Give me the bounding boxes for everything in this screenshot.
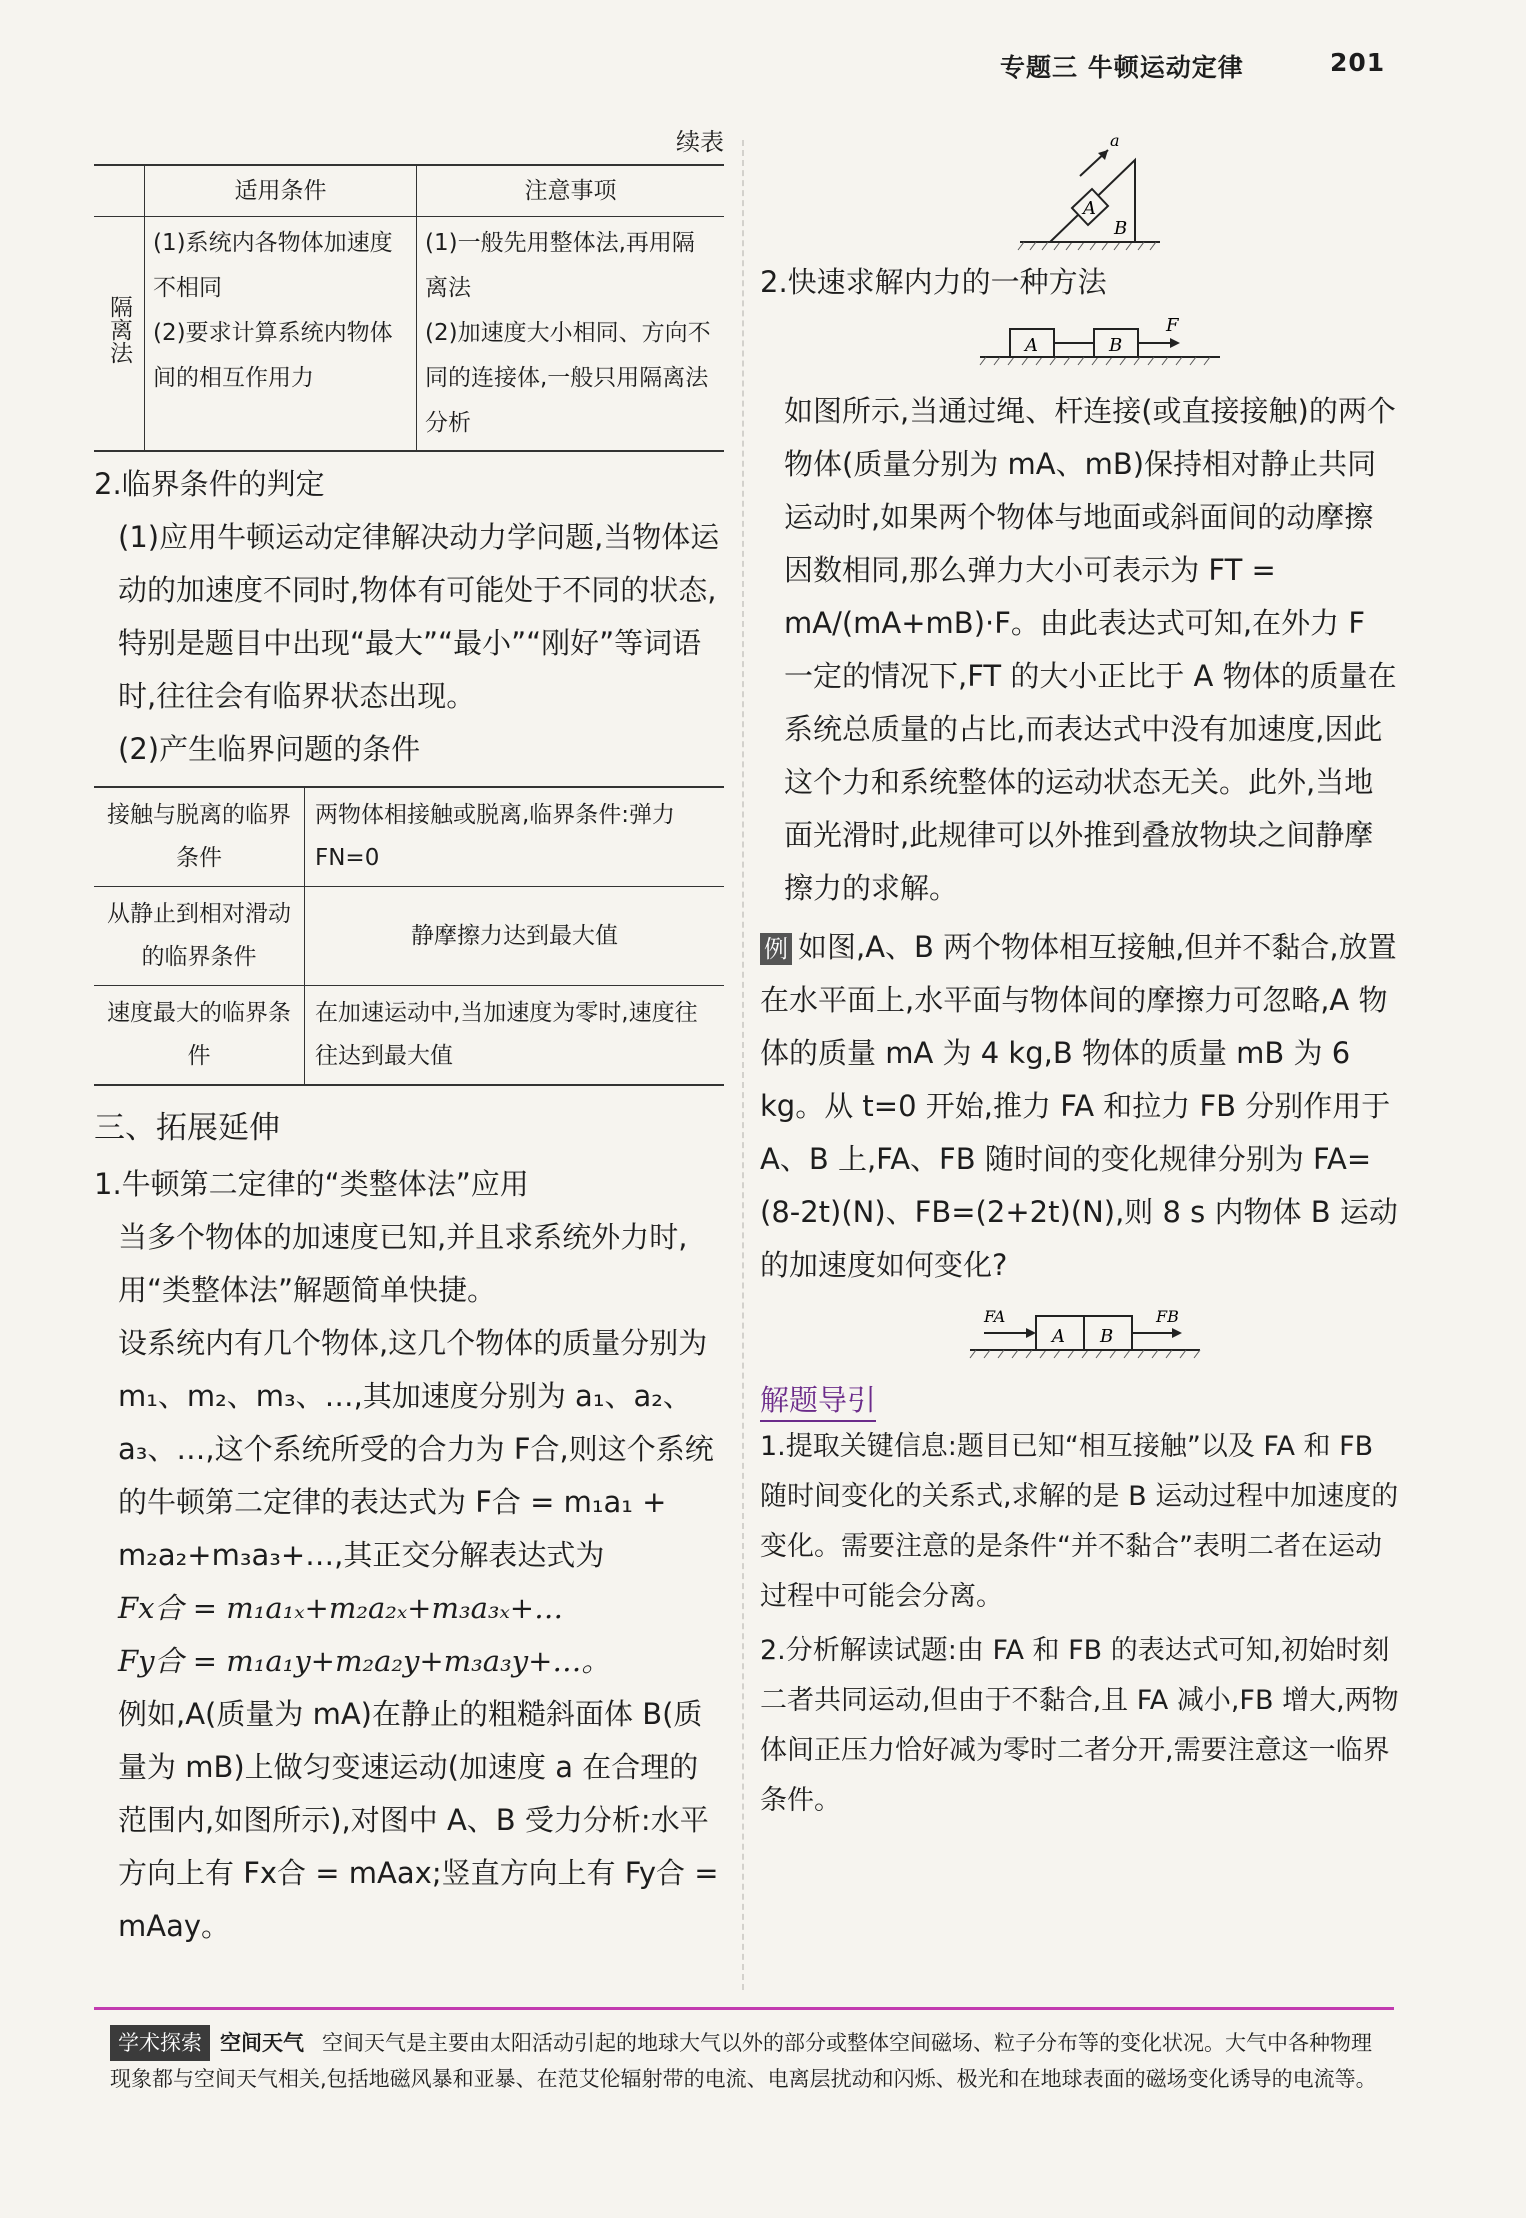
academic-exploration-box <box>110 2025 1390 2097</box>
figure-contact-blocks <box>950 1300 1400 1370</box>
condition-1: (1)系统内各物体加速度不相同 <box>153 230 393 301</box>
note-2: (2)加速度大小相同、方向不同的连接体,一般只用隔离法分析 <box>425 320 711 436</box>
paragraph-critical-1: (1)应用牛顿运动定律解决动力学问题,当物体运动的加速度不同时,物体有可能处于不同的状态,特别是题目中出现“最大”“最小”“刚好”等词语时,往往会有临界状态出现。 <box>118 520 720 713</box>
table-caption: 续表 <box>676 128 724 156</box>
method-table <box>94 164 724 452</box>
label-B: B <box>1114 218 1128 239</box>
column-divider <box>742 140 744 1990</box>
paragraph-internal-force: 如图所示,当通过绳、杆连接(或直接接触)的两个物体(质量分别为 mA、mB)保持相对静止共同运动时,如果两个物体与地面或斜面间的动摩擦因数相同,那么弹力大小可表示为 FT = mA/(mA+mB)·F。由此表达式可知,在外力 F 一定的情况下,FT 的大小正比于 A 物体的质量在系统总质量的占比,而表达式中没有加速度,因此这个力和系统整体的运动状态无关。此外,当地面光滑时,此规律可以外推到叠放物块之间静摩擦力的求解。 <box>784 394 1397 905</box>
section-title-extension: 三、拓展延伸 <box>94 1110 280 1146</box>
heading-critical: 2.临界条件的判定 <box>94 467 325 501</box>
label-a: a <box>1110 131 1120 150</box>
paragraph-quasi-2: 设系统内有几个物体,这几个物体的质量分别为 m₁、m₂、m₃、…,其加速度分别为 a₁、a₂、a₃、…,这个系统所受的合力为 F合,则这个系统的牛顿第二定律的表达式为 F合 = m₁a₁ + m₂a₂+m₃a₃+…,其正交分解表达式为 <box>118 1326 714 1572</box>
figure-rope-blocks <box>970 315 1400 375</box>
example-label: 例 <box>760 933 792 965</box>
cell-note <box>417 217 725 452</box>
left-column <box>94 130 724 1953</box>
equation-y: Fy合 = m₁a₁y+m₂a₂y+m₃a₃y+…。 <box>118 1644 611 1678</box>
label-A: A <box>1052 1326 1065 1347</box>
label-FA: FA <box>984 1307 1006 1326</box>
cell-condition <box>145 217 417 452</box>
right-column <box>760 130 1400 1826</box>
example-text: 如图,A、B 两个物体相互接触,但并不黏合,放置在水平面上,水平面与物体间的摩擦力可忽略,A 物体的质量 mA 为 4 kg,B 物体的质量 mB 为 6 kg。从 t=0 开始,推力 FA 和拉力 FB 分别作用于 A、B 上,FA、FB 随时间的变化规律分别为 FA=(8-2t)(N)、FB=(2+2t)(N),则 8 s 内物体 B 运动的加速度如何变化? <box>760 930 1398 1282</box>
critical-table <box>94 786 724 1086</box>
running-header <box>1000 48 1420 84</box>
equation-x: Fx合 = m₁a₁ₓ+m₂a₂ₓ+m₃a₃ₓ+… <box>118 1591 564 1625</box>
header-condition: 适用条件 <box>145 165 417 217</box>
paragraph-quasi-1: 当多个物体的加速度已知,并且求系统外力时,用“类整体法”解题简单快捷。 <box>118 1220 688 1307</box>
page-number: 201 <box>1330 48 1386 77</box>
note-1: (1)一般先用整体法,再用隔离法 <box>425 230 695 301</box>
header-note: 注意事项 <box>417 165 725 217</box>
footer-title: 空间天气 <box>220 2031 304 2055</box>
footer-divider <box>94 2007 1394 2010</box>
table-row: 速度最大的临界条件 在加速运动中,当加速度为零时,速度往往达到最大值 <box>94 986 724 1086</box>
label-B: B <box>1100 1326 1114 1347</box>
label-A: A <box>1083 198 1096 219</box>
table-row: 接触与脱离的临界条件 两物体相接触或脱离,临界条件:弹力 FN=0 <box>94 787 724 887</box>
solution-guide-heading: 解题导引 <box>760 1380 1400 1422</box>
label-F: F <box>1166 315 1179 336</box>
footer-tag: 学术探索 <box>110 2025 210 2061</box>
example-problem <box>760 921 1400 1292</box>
paragraph-critical-2: (2)产生临界问题的条件 <box>118 732 421 766</box>
row-label-isolation: 隔离法 <box>106 295 132 364</box>
figure-incline <box>1010 130 1400 260</box>
guide-step-2: 2.分析解读试题:由 FA 和 FB 的表达式可知,初始时刻二者共同运动,但由于不黏合,且 FA 减小,FB 增大,两物体间正压力恰好减为零时二者分开,需要注意这一临界条件。 <box>760 1635 1399 1816</box>
label-FB: FB <box>1156 1307 1179 1326</box>
heading-quasi-whole: 1.牛顿第二定律的“类整体法”应用 <box>94 1167 529 1201</box>
paragraph-example-incline: 例如,A(质量为 mA)在静止的粗糙斜面体 B(质量为 mB)上做匀变速运动(加速度 a 在合理的范围内,如图所示),对图中 A、B 受力分析:水平方向上有 Fx合 = mAax;竖直方向上有 Fy合 = mAay。 <box>118 1697 719 1943</box>
chapter-title: 专题三 牛顿运动定律 <box>1000 53 1244 82</box>
table-row: 从静止到相对滑动的临界条件 静摩擦力达到最大值 <box>94 887 724 986</box>
label-B: B <box>1109 335 1123 356</box>
footer-text: 空间天气是主要由太阳活动引起的地球大气以外的部分或整体空间磁场、粒子分布等的变化状况。大气中各种物理现象都与空间天气相关,包括地磁风暴和亚暴、在范艾伦辐射带的电流、电离层扰动和闪烁、极光和在地球表面的磁场变化诱导的电流等。 <box>110 2031 1377 2091</box>
label-A: A <box>1025 335 1038 356</box>
heading-internal-force: 2.快速求解内力的一种方法 <box>760 265 1107 299</box>
condition-2: (2)要求计算系统内物体间的相互作用力 <box>153 320 393 391</box>
guide-step-1: 1.提取关键信息:题目已知“相互接触”以及 FA 和 FB 随时间变化的关系式,求解的是 B 运动过程中加速度的变化。需要注意的是条件“并不黏合”表明二者在运动过程中可能会分离。 <box>760 1431 1399 1612</box>
